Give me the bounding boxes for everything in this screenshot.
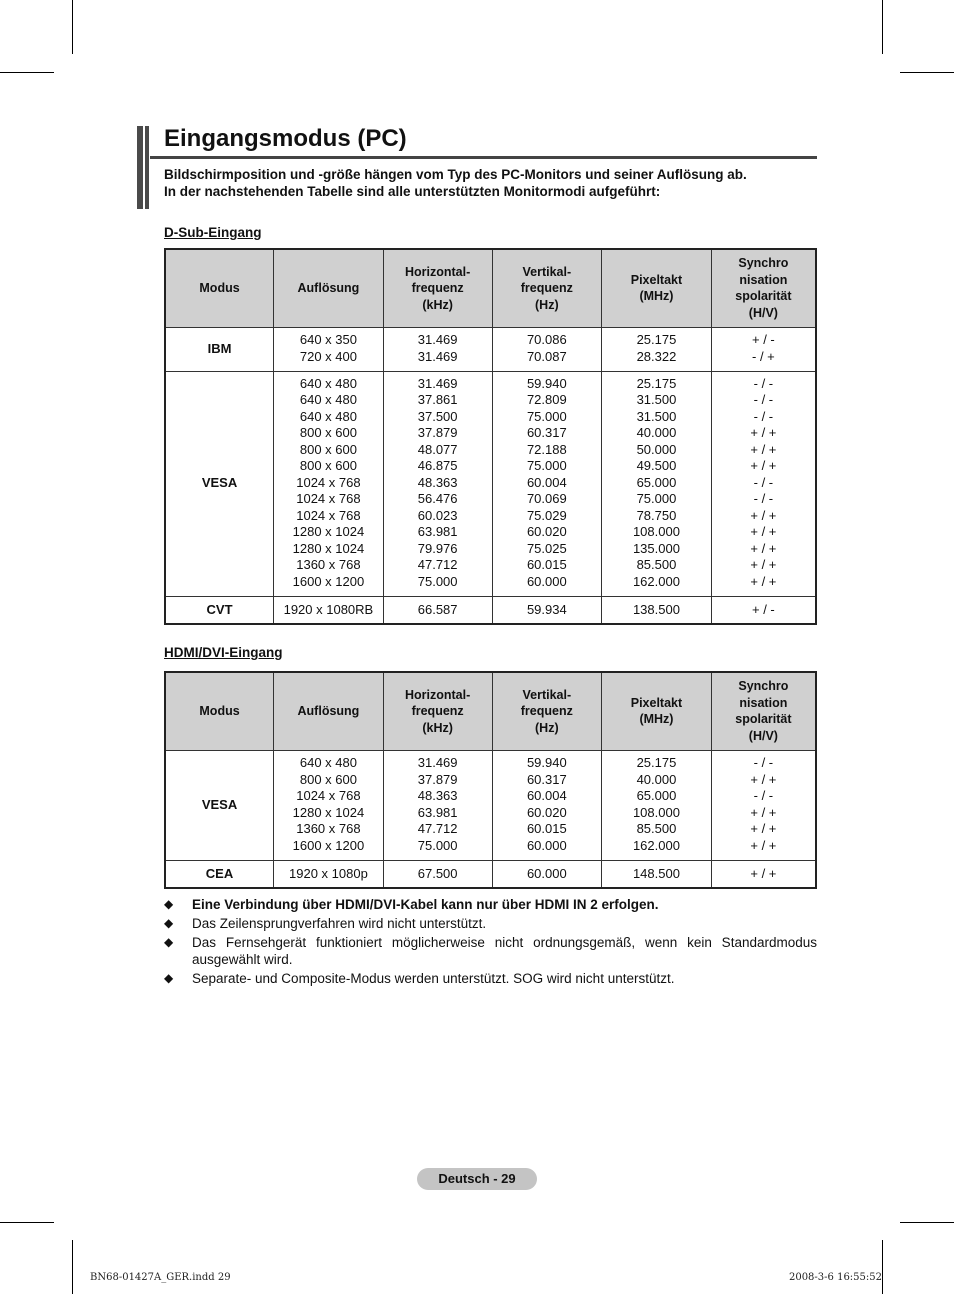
mode-cell: CEA [165, 860, 274, 888]
intro-text [164, 166, 747, 200]
table-row [165, 750, 816, 860]
resolution-cell: 1920 x 1080p [274, 860, 384, 888]
note-text: Eine Verbindung über HDMI/DVI-Kabel kann nur über HDMI IN 2 erfolgen. [192, 897, 659, 912]
resolution-cell: 1920 x 1080RB [274, 596, 384, 624]
hdmi-mode-table [164, 671, 817, 889]
horizontal-cell: 66.587 [383, 596, 492, 624]
header-vertikal: Vertikal- frequenz (Hz) [492, 672, 602, 750]
header-pixeltakt: Pixeltakt (MHz) [602, 672, 712, 750]
diamond-bullet-icon: ◆ [164, 935, 174, 949]
sync-cell: + / - - / + [711, 327, 816, 371]
vertical-cell: 70.086 70.087 [492, 327, 602, 371]
note-text: Das Zeilensprungverfahren wird nicht unterstützt. [192, 916, 487, 931]
page-title: Eingangsmodus (PC) [164, 125, 407, 152]
mode-cell: CVT [165, 596, 274, 624]
intro-line-2: In der nachstehenden Tabelle sind alle unterstützten Monitormodi aufgeführt: [164, 184, 661, 199]
mode-cell: VESA [165, 371, 274, 596]
file-slug: BN68-01427A_GER.indd 29 [90, 1272, 231, 1283]
vertical-cell: 60.000 [492, 860, 602, 888]
diamond-bullet-icon: ◆ [164, 916, 174, 930]
sync-cell: - / - - / - - / - + / + + / + + / + - / - - / - + / + + / + + / + + / + + / + [711, 371, 816, 596]
pixel-cell: 25.175 40.000 65.000 108.000 85.500 162.000 [602, 750, 712, 860]
hdmi-section-label: HDMI/DVI-Eingang [164, 645, 283, 660]
diamond-bullet-icon: ◆ [164, 971, 174, 985]
sync-cell: - / - + / + - / - + / + + / + + / + [711, 750, 816, 860]
vertical-cell: 59.934 [492, 596, 602, 624]
title-accent-bar [137, 126, 143, 209]
mode-cell: VESA [165, 750, 274, 860]
crop-mark [900, 72, 954, 73]
table-row [165, 327, 816, 371]
dsub-mode-table [164, 248, 817, 625]
crop-mark [72, 0, 73, 54]
horizontal-cell: 31.469 37.879 48.363 63.981 47.712 75.000 [383, 750, 492, 860]
crop-mark [900, 1222, 954, 1223]
table-row [165, 371, 816, 596]
timestamp-slug: 2008-3-6 16:55:52 [788, 1272, 882, 1283]
horizontal-cell: 31.469 37.861 37.500 37.879 48.077 46.875 48.363 56.476 60.023 63.981 79.976 47.712 75.000 [383, 371, 492, 596]
crop-mark [882, 0, 883, 54]
table-row [165, 860, 816, 888]
list-item [164, 934, 817, 968]
resolution-cell: 640 x 480 640 x 480 640 x 480 800 x 600 800 x 600 800 x 600 1024 x 768 1024 x 768 1024 x 768 1280 x 1024 1280 x 1024 1360 x 768 1600 x 1200 [274, 371, 384, 596]
notes-list [164, 896, 817, 989]
resolution-cell: 640 x 480 800 x 600 1024 x 768 1280 x 1024 1360 x 768 1600 x 1200 [274, 750, 384, 860]
crop-mark [72, 1240, 73, 1294]
vertical-cell: 59.940 60.317 60.004 60.020 60.015 60.000 [492, 750, 602, 860]
horizontal-cell: 67.500 [383, 860, 492, 888]
crop-mark [882, 1240, 883, 1294]
pixel-cell: 138.500 [602, 596, 712, 624]
diamond-bullet-icon: ◆ [164, 897, 174, 911]
header-horizontal: Horizontal- frequenz (kHz) [383, 672, 492, 750]
vertical-cell: 59.940 72.809 75.000 60.317 72.188 75.000 60.004 70.069 75.029 60.020 75.025 60.015 60.000 [492, 371, 602, 596]
header-horizontal: Horizontal- frequenz (kHz) [383, 249, 492, 327]
list-item [164, 915, 817, 932]
dsub-section-label: D-Sub-Eingang [164, 225, 262, 240]
page-number-badge: Deutsch - 29 [417, 1168, 537, 1190]
table-row [165, 596, 816, 624]
sync-cell: + / + [711, 860, 816, 888]
header-synchro: Synchro nisation spolarität (H/V) [711, 249, 816, 327]
pixel-cell: 25.175 28.322 [602, 327, 712, 371]
resolution-cell: 640 x 350 720 x 400 [274, 327, 384, 371]
intro-line-1: Bildschirmposition und -größe hängen vom Typ des PC-Monitors und seiner Auflösung ab. [164, 167, 747, 182]
table-header-row [165, 249, 816, 327]
title-underline [150, 156, 817, 159]
list-item [164, 970, 817, 987]
header-modus: Modus [165, 249, 274, 327]
crop-mark [0, 72, 54, 73]
mode-cell: IBM [165, 327, 274, 371]
note-text: Das Fernsehgerät funktioniert möglicherweise nicht ordnungsgemäß, wenn kein Standardmodus ausgewählt wird. [192, 935, 817, 967]
header-aufloesung: Auflösung [274, 249, 384, 327]
sync-cell: + / - [711, 596, 816, 624]
header-modus: Modus [165, 672, 274, 750]
list-item [164, 896, 817, 913]
header-vertikal: Vertikal- frequenz (Hz) [492, 249, 602, 327]
header-synchro: Synchro nisation spolarität (H/V) [711, 672, 816, 750]
table-header-row [165, 672, 816, 750]
crop-mark [0, 1222, 54, 1223]
note-text: Separate- und Composite-Modus werden unterstützt. SOG wird nicht unterstützt. [192, 971, 675, 986]
pixel-cell: 148.500 [602, 860, 712, 888]
horizontal-cell: 31.469 31.469 [383, 327, 492, 371]
title-accent-bar [145, 126, 149, 209]
header-aufloesung: Auflösung [274, 672, 384, 750]
pixel-cell: 25.175 31.500 31.500 40.000 50.000 49.500 65.000 75.000 78.750 108.000 135.000 85.500 162.000 [602, 371, 712, 596]
header-pixeltakt: Pixeltakt (MHz) [602, 249, 712, 327]
